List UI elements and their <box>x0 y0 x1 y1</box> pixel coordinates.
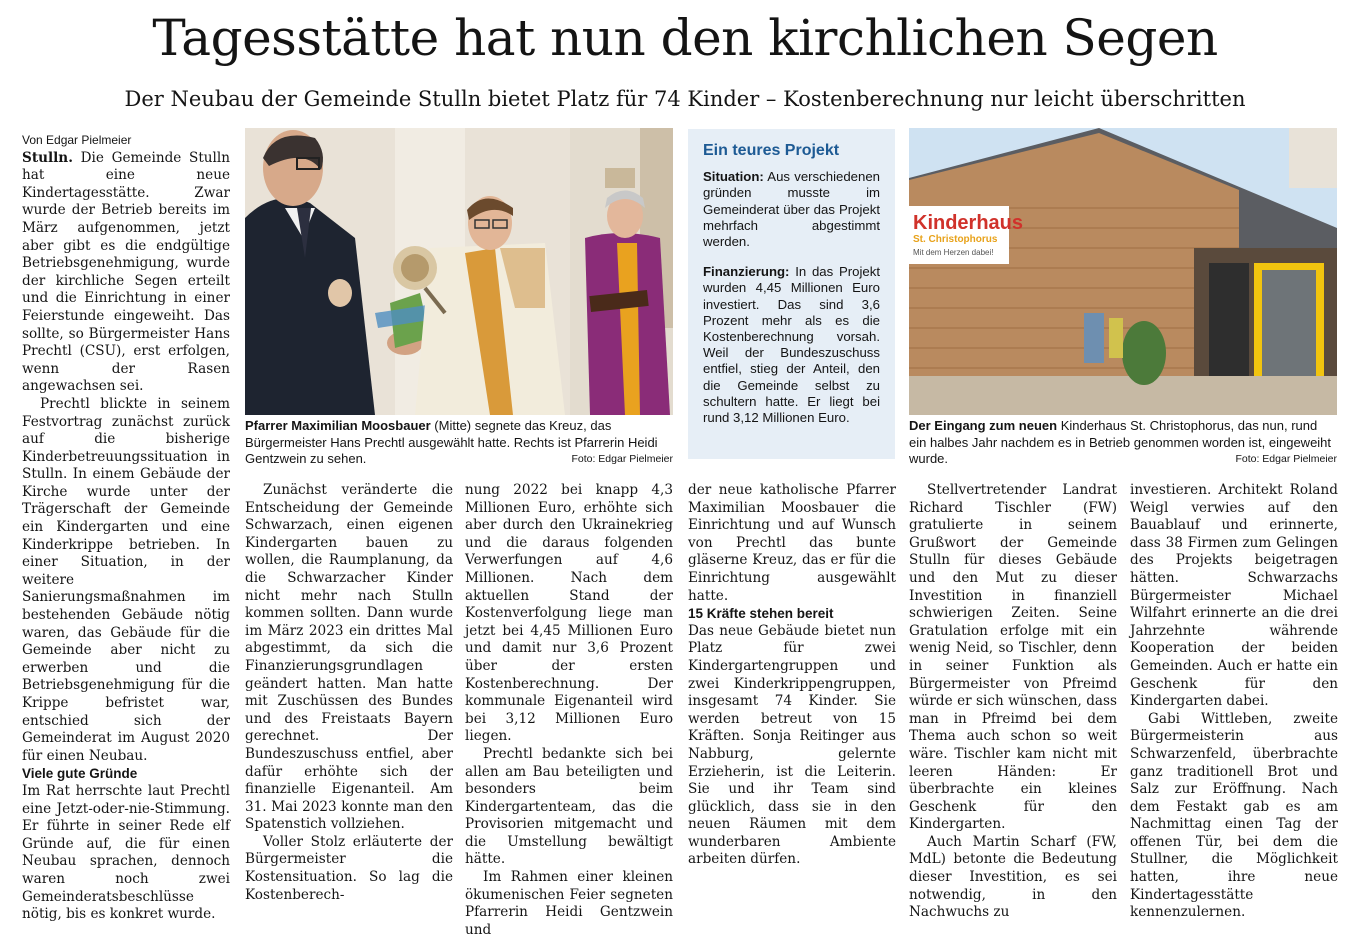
info-box-title: Ein teures Projekt <box>703 142 840 159</box>
paragraph: Im Rat herrschte laut Prechtl eine Jetzt-oder-nie-Stimmung. Er führte in seiner Rede elf Gründe auf, die für einen Neubau sprachen, dennoch waren noch zwei Gemeinderatsbeschlüsse nötig, bis es konkret wurde. <box>22 782 230 923</box>
photo-credit: Foto: Edgar Pielmeier <box>571 453 673 465</box>
info-label: Finanzierung: <box>703 264 790 280</box>
subheading: Viele gute Gründe <box>22 766 138 782</box>
paragraph: Gabi Wittleben, zweite Bürgermeisterin aus Schwarzenfeld, überbrachte ganz traditionell Brot und Salz zur Eröffnung. Nach dem Festakt gab es am Nachmittag einen Tag der offenen Tür, bei dem die Stullner, die Möglichkeit hatten, ihre neue Kindertagesstätte kennenzulernen. <box>1130 710 1338 921</box>
info-text: In das Projekt wurden 4,45 Millionen Euro investiert. Das sind 3,6 Prozent mehr als es die Kostenberechnung vorsah. Weil der Bundeszuschuss entfiel, stieg der Anteil, den die Gemeinde selbst zu schultern hatte. Er liegt bei rund 3,12 Millionen Euro. <box>703 264 880 426</box>
byline: Von Edgar Pielmeier <box>22 133 132 147</box>
photo-blessing <box>245 128 673 415</box>
paragraph: Auch Martin Scharf (FW, MdL) betonte die Bedeutung dieser Investition, es sei notwendig, in den Nachwuchs zu <box>909 833 1117 921</box>
subheading: 15 Kräfte stehen bereit <box>688 606 834 622</box>
article-column-1 <box>22 132 230 924</box>
article-column-5 <box>909 482 1117 922</box>
paragraph: Die Gemeinde Stulln hat eine neue Kindertagesstätte. Zwar wurde der Betrieb bereits im März aufgenommen, jetzt aber gibt es die endgültige Betriebsgenehmigung, wurde der kirchliche Segen erteilt und die Einrichtung in einer Feierstunde eingeweiht. Das sollte, so Bürgermeister Hans Prechtl (CSU), erst erfolgen, wenn der Rasen angewachsen sei. <box>22 149 230 395</box>
headline: Tagesstätte hat nun den kirchlichen Segen <box>152 9 1218 67</box>
paragraph: Das neue Gebäude bietet nun Platz für zwei Kindergartengruppen und zwei Kinderkrippengruppen, insgesamt 74 Kinder. Sie werden betreut von 15 Kräften. Sonja Reitinger aus Nabburg, gelernte Erzieherin, ist die Leiterin. Sie und ihr Team sind glücklich, dass sie in den neuen Räumen mit dem wunderbaren Ambiente arbeiten dürfen. <box>688 622 896 868</box>
photo-entrance <box>909 128 1337 415</box>
paragraph: investieren. Architekt Roland Weigl verwies auf den Bauablauf und erinnerte, dass 38 Firmen zum Gelingen des Projekts beigetragen hätten. Schwarzachs Bürgermeister Michael Wilfahrt erinnerte an die drei Jahrzehnte währende Kooperation der beiden Gemeinden. Auch er hatte ein Geschenk für den Kindergarten dabei. <box>1130 482 1338 710</box>
caption-text: (Mitte) segnete das Kreuz, das Bürgermeister Hans Prechtl ausgewählt hatte. Rechts ist Pfarrerin Heidi Gentzwein zu sehen. <box>245 418 658 466</box>
paragraph: Im Rahmen einer kleinen ökumenischen Feier segneten Pfarrerin Heidi Gentzwein und <box>465 869 673 938</box>
sign-slogan: Mit dem Herzen dabei! <box>913 248 994 257</box>
subheadline: Der Neubau der Gemeinde Stulln bietet Platz für 74 Kinder – Kostenberechnung nur leicht überschritten <box>124 87 1246 111</box>
article-column-3 <box>465 482 673 939</box>
paragraph: nung 2022 bei knapp 4,3 Millionen Euro, erhöhte sich aber durch den Ukrainekrieg und die daraus folgenden Verwerfungen auf 4,6 Millionen. Nach dem aktuellen Stand der Kostenverfolgung liege man jetzt bei 4,45 Millionen Euro und damit nur 3,6 Prozent über der ersten Kostenberechnung. Der kommunale Eigenanteil wird bei 3,12 Millionen Euro liegen. <box>465 482 673 745</box>
info-label: Situation: <box>703 169 764 185</box>
article-column-4 <box>688 482 896 869</box>
article-column-2 <box>245 482 453 904</box>
paragraph: Zunächst veränderte die Entscheidung der Gemeinde Schwarzach, einen eigenen Kindergarten bauen zu wollen, die Raumplanung, da die Schwarzacher Kinder nicht mehr nach Stulln kommen sollten. Dann wurde im März 2023 ein drittes Mal abgestimmt, da sich die Finanzierungsgrundlagen geändert hatten. Man hatte mit Zuschüssen des Bundes und des Freistaats Bayern gerechnet. Der Bundeszuschuss entfiel, aber dafür erhöhte sich der finanzielle Eigenanteil. Am 31. Mai 2023 konnte man den Spatenstich vollziehen. <box>245 482 453 833</box>
photo-credit: Foto: Edgar Pielmeier <box>1235 453 1337 465</box>
caption-text: Kinderhaus St. Christophorus, das nun, rund ein halbes Jahr nachdem es in Betrieb genommen worden ist, eingeweiht wurde. <box>909 418 1332 466</box>
caption-name: Pfarrer Maximilian Moosbauer <box>245 418 431 433</box>
paragraph: Voller Stolz erläuterte der Bürgermeister die Kostensituation. So lag die Kostenberech- <box>245 833 453 903</box>
paragraph: Prechtl blickte in seinem Festvortrag zunächst zurück auf die bisherige Kinderbetreuungssituation in Stulln. In einem Gebäude der Kirche wurde unter der Trägerschaft der Gemeinde ein Kindergarten und eine Kinderkrippe betrieben. In einer Situation, in der weitere Sanierungsmaßnahmen im bestehenden Gebäude nötig waren, das Gebäude für die Gemeinde aber nicht zu erwerben und die Betriebsgenehmigung für die Krippe befristet war, entschied sich der Gemeinderat im August 2020 für einen Neubau. <box>22 395 230 764</box>
paragraph: Prechtl bedankte sich bei allen am Bau beteiligten und besonders beim Kindergartenteam, das die Provisorien mitgemacht und die Umstellung bewältigt hätte. <box>465 745 673 868</box>
info-text: Aus verschiedenen gründen musste im Gemeinderat über das Projekt mehrfach abgestimmt werden. <box>703 169 881 250</box>
sign-title: Kinderhaus <box>913 212 1024 234</box>
paragraph: Stellvertretender Landrat Richard Tischler (FW) gratulierte in seinem Grußwort der Gemeinde Stulln für dieses Gebäude und den Mut zu dieser Investition in finanziell schwierigen Zeiten. Seine Gratulation erfolge mit ein wenig Neid, so Tischler, denn in seiner Funktion als Bürgermeister von Pfreimd würde er sich wünschen, dass man in Pfreimd bei dem Thema auch schon so weit wäre. Tischler kam nicht mit leeren Händen: Er überbrachte ein kleines Geschenk für den Kindergarten. <box>909 482 1117 833</box>
dateline: Stulln. <box>22 149 73 166</box>
paragraph: der neue katholische Pfarrer Maximilian Moosbauer die Einrichtung und auf Wunsch von Prechtl das bunte gläserne Kreuz, das er für die Einrichtung ausgewählt hatte. <box>688 482 896 604</box>
sign-name: St. Christophorus <box>913 234 998 245</box>
article-column-6 <box>1130 482 1338 922</box>
info-box <box>688 129 895 459</box>
caption-name: Der Eingang zum neuen <box>909 418 1058 433</box>
